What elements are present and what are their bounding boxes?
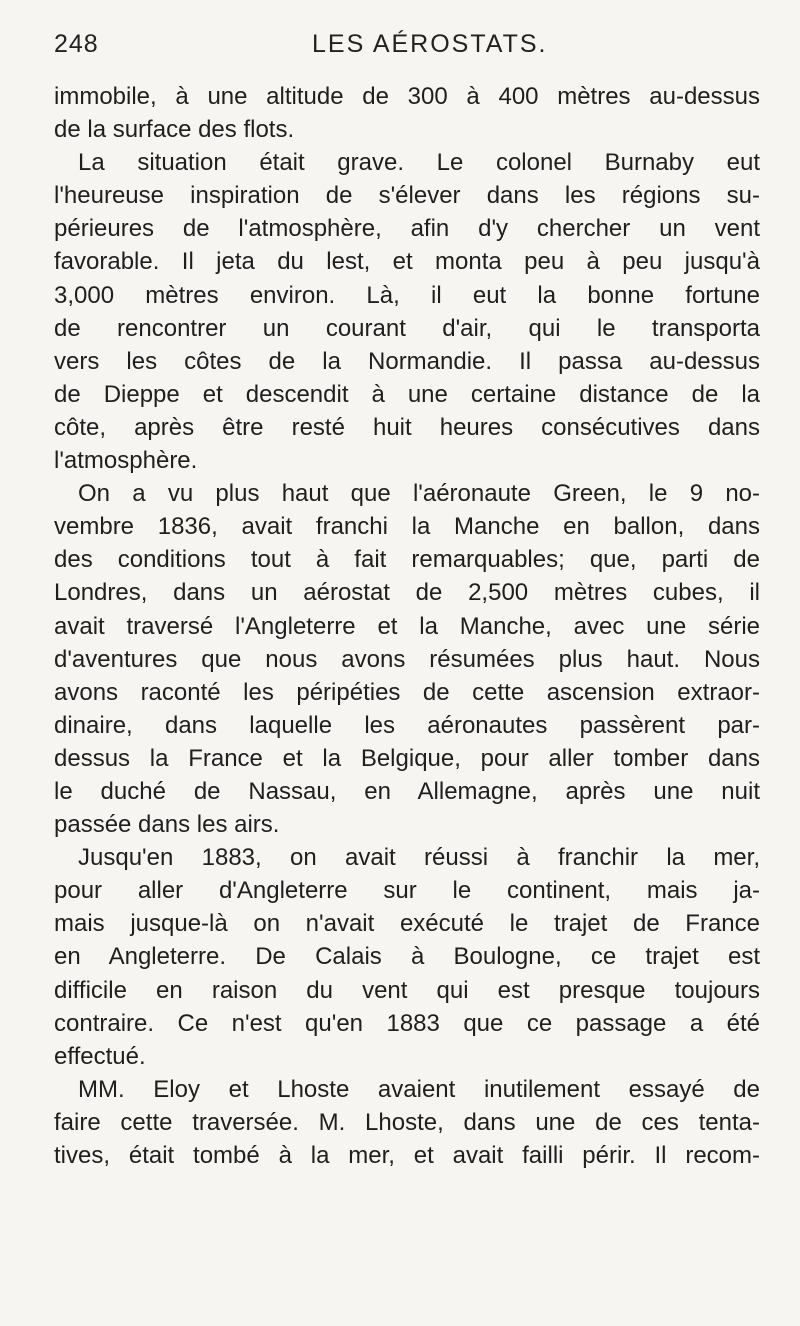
text-line: d'aventures que nous avons résumées plus haut. Nous (54, 645, 760, 673)
text-line: 3,000 mètres environ. Là, il eut la bonne fortune (54, 281, 760, 309)
text-line: On a vu plus haut que l'aéronaute Green, le 9 no- (78, 480, 760, 508)
text-line: immobile, à une altitude de 300 à 400 mètres au-dessus (54, 83, 760, 110)
text-line: Jusqu'en 1883, on avait réussi à franchir la mer, (78, 844, 760, 872)
text-line: mais jusque-là on n'avait exécuté le trajet de France (54, 910, 760, 938)
text-line: faire cette traversée. M. Lhoste, dans une de ces tenta- (54, 1108, 760, 1136)
running-title: LES AÉROSTATS. (312, 30, 548, 58)
text-line: dinaire, dans laquelle les aéronautes passèrent par- (54, 711, 760, 739)
text-line: dessus la France et la Belgique, pour aller tomber dans (54, 744, 760, 772)
page-header (54, 30, 774, 70)
text-line: le duché de Nassau, en Allemagne, après une nuit (54, 777, 760, 805)
page-number: 248 (54, 30, 99, 58)
text-line: passée dans les airs. (54, 811, 280, 839)
text-line: de rencontrer un courant d'air, qui le transporta (54, 314, 760, 342)
text-line: contraire. Ce n'est qu'en 1883 que ce passage a été (54, 1009, 760, 1037)
text-line: avait traversé l'Angleterre et la Manche, avec une série (54, 612, 760, 640)
text-line: Londres, dans un aérostat de 2,500 mètres cubes, il (54, 579, 760, 607)
text-line: côte, après être resté huit heures consécutives dans (54, 413, 760, 441)
text-line: MM. Eloy et Lhoste avaient inutilement essayé de (78, 1075, 760, 1103)
text-line: vers les côtes de la Normandie. Il passa au-dessus (54, 347, 760, 375)
text-line: l'heureuse inspiration de s'élever dans les régions su- (54, 182, 760, 210)
text-line: vembre 1836, avait franchi la Manche en ballon, dans (54, 513, 760, 541)
text-line: l'atmosphère. (54, 447, 198, 475)
text-line: favorable. Il jeta du lest, et monta peu à peu jusqu'à (54, 248, 760, 276)
text-line: de Dieppe et descendit à une certaine distance de la (54, 380, 760, 408)
text-line: périeures de l'atmosphère, afin d'y chercher un vent (54, 215, 760, 243)
text-line: en Angleterre. De Calais à Boulogne, ce trajet est (54, 943, 760, 971)
text-line: avons raconté les péripéties de cette ascension extraor- (54, 678, 760, 706)
text-line: des conditions tout à fait remarquables; que, parti de (54, 546, 760, 574)
text-line: de la surface des flots. (54, 116, 295, 144)
text-line: difficile en raison du vent qui est presque toujours (54, 976, 760, 1004)
text-line: La situation était grave. Le colonel Burnaby eut (78, 149, 760, 177)
text-line: tives, était tombé à la mer, et avait failli périr. Il recom- (54, 1142, 760, 1169)
body-text (54, 80, 760, 1172)
text-line: pour aller d'Angleterre sur le continent, mais ja- (54, 877, 760, 905)
text-line: effectué. (54, 1042, 146, 1070)
